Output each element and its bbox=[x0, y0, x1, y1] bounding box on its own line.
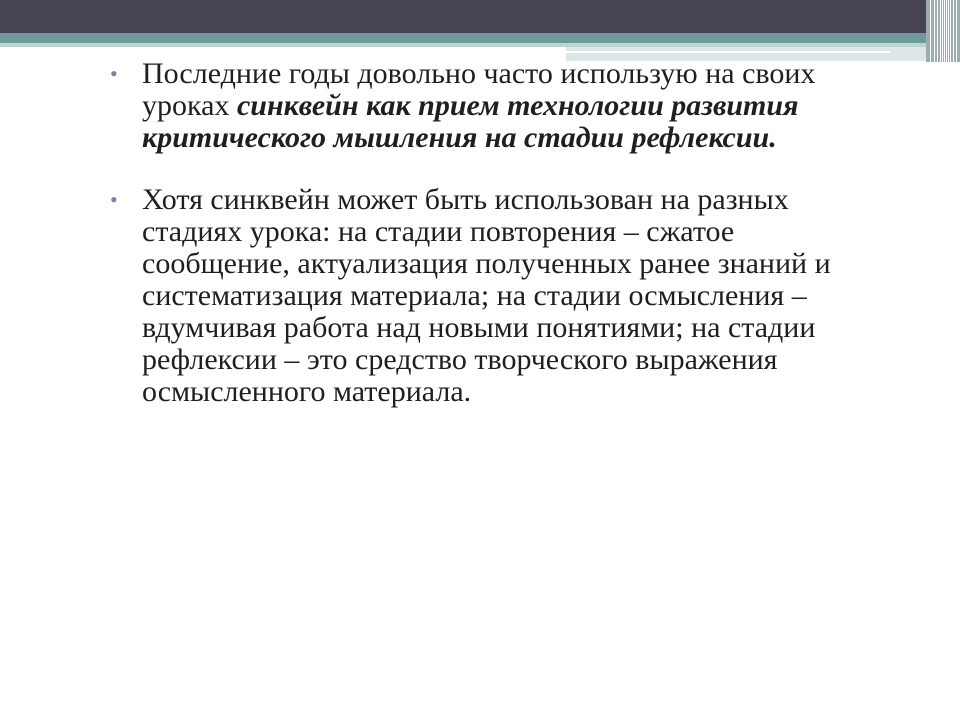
bullet-text bbox=[142, 57, 815, 154]
bullet-plain-text: Последние годы довольно часто использую на своих уроках bbox=[142, 57, 816, 122]
header-accent-stripe bbox=[0, 33, 960, 43]
bullet-text bbox=[142, 183, 831, 408]
bullet-item bbox=[110, 184, 880, 408]
header-band bbox=[0, 0, 960, 33]
bullet-plain-text: Хотя синквейн может быть использован на разных стадиях урока: на стадии повторения – сжатое сообщение, актуализация полученных ранее знаний и систематизация материала; на стадии осмысления – вдумчивая работа над новыми понятиями; на стадии рефлексии – это средство творческого выражения осмысленного материала. bbox=[142, 183, 831, 408]
header-accent-line bbox=[566, 51, 890, 53]
bullet-emphasis-text: синквейн как прием технологии развития критического мышления на стадии рефлексии. bbox=[142, 89, 799, 154]
bullet-icon: • bbox=[110, 187, 118, 212]
decorative-stripes bbox=[926, 0, 960, 62]
slide-body bbox=[110, 58, 880, 408]
bullet-icon: • bbox=[110, 61, 118, 86]
bullet-item bbox=[110, 58, 880, 154]
